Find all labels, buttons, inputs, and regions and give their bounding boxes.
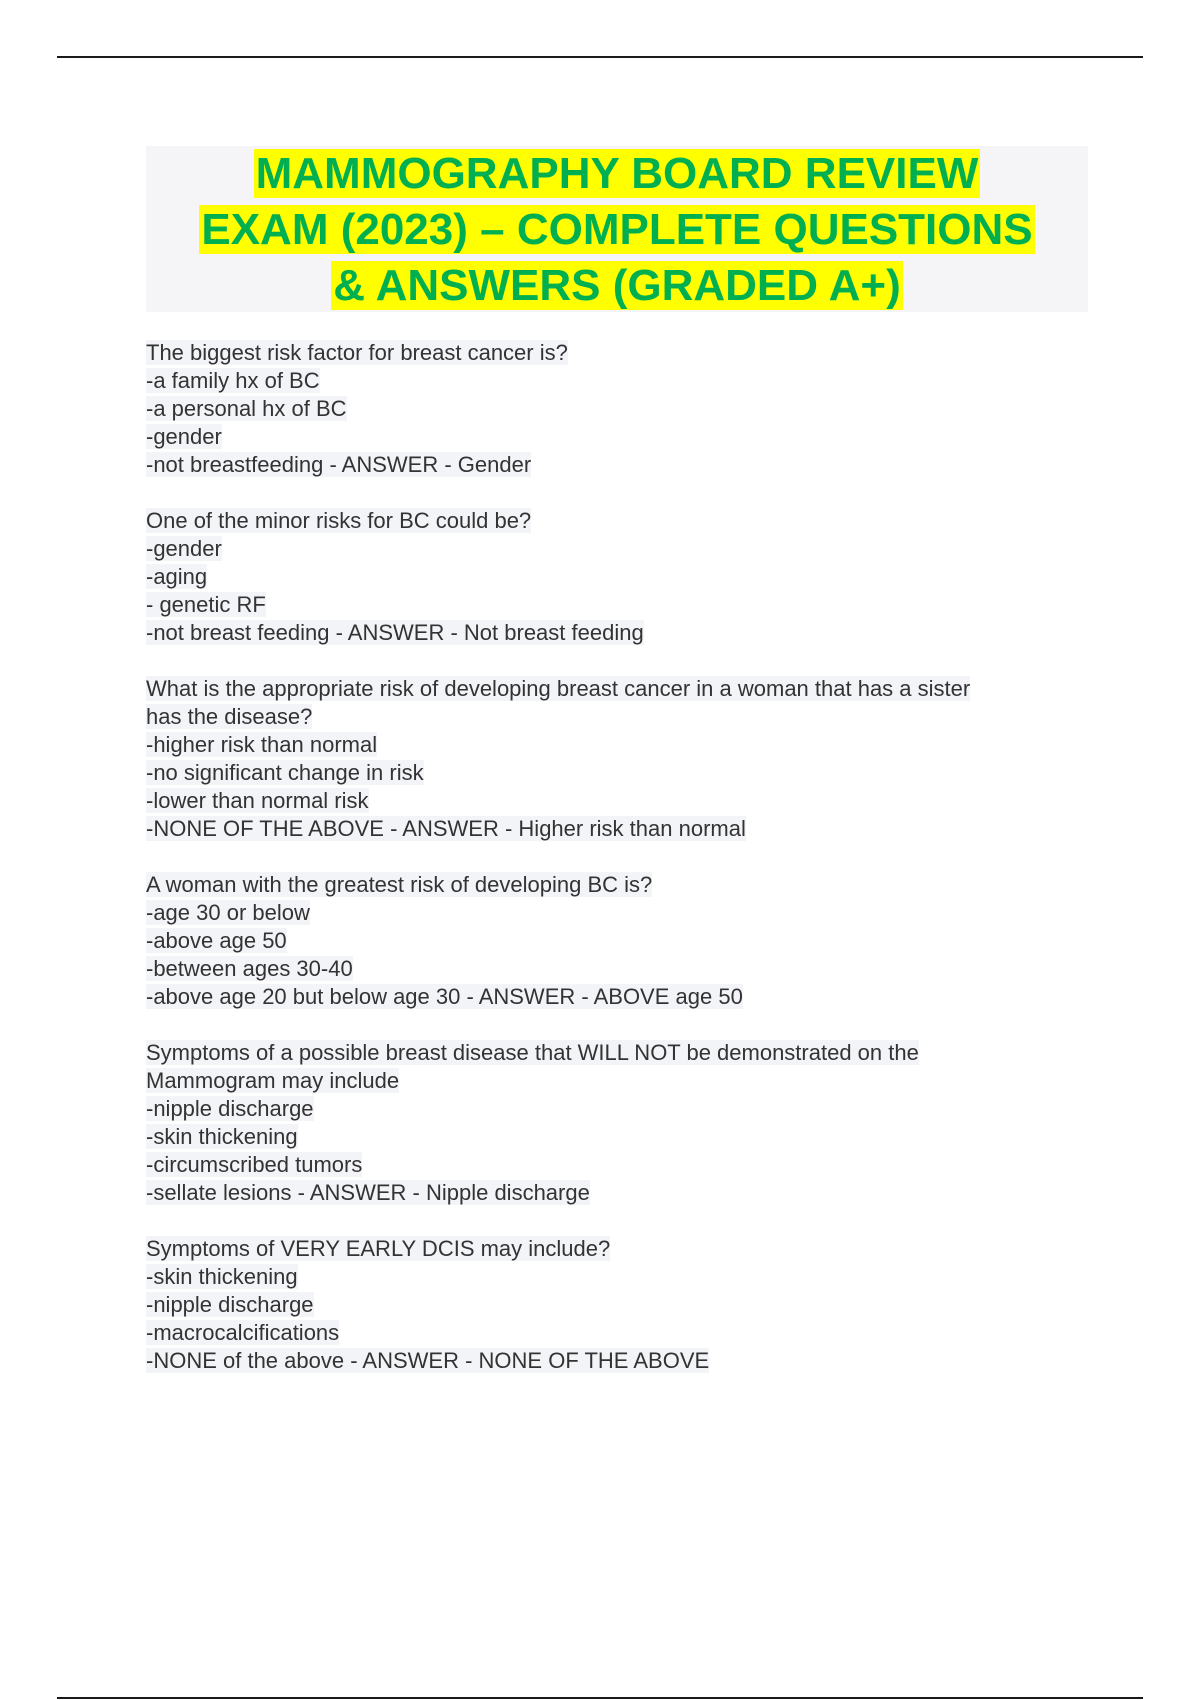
question-text: What is the appropriate risk of developing breast cancer in a woman that has a sister — [146, 676, 971, 701]
answer-option: -higher risk than normal — [146, 732, 378, 757]
answer-option: - genetic RF — [146, 592, 266, 617]
document-title — [146, 146, 1088, 312]
answer-option: -skin thickening — [146, 1124, 298, 1149]
question-block — [146, 339, 1106, 479]
title-line: & ANSWERS (GRADED A+) — [333, 261, 901, 310]
answer-option: -not breast feeding - ANSWER - Not breast feeding — [146, 620, 644, 645]
question-block — [146, 507, 1106, 647]
answer-option: -above age 20 but below age 30 - ANSWER - ABOVE age 50 — [146, 984, 743, 1009]
answer-option: -skin thickening — [146, 1264, 298, 1289]
answer-option: -no significant change in risk — [146, 760, 424, 785]
question-block — [146, 1039, 1106, 1207]
question-block — [146, 675, 1106, 843]
question-text: One of the minor risks for BC could be? — [146, 508, 532, 533]
bottom-rule — [57, 1697, 1143, 1699]
answer-option: -nipple discharge — [146, 1292, 314, 1317]
answer-option: -a personal hx of BC — [146, 396, 347, 421]
answer-option: -sellate lesions - ANSWER - Nipple discharge — [146, 1180, 590, 1205]
answer-option: -gender — [146, 536, 222, 561]
answer-option: -macrocalcifications — [146, 1320, 340, 1345]
answer-option: -nipple discharge — [146, 1096, 314, 1121]
answer-option: -above age 50 — [146, 928, 287, 953]
answer-option: Mammogram may include — [146, 1068, 400, 1093]
top-rule — [57, 56, 1143, 58]
question-text: Symptoms of VERY EARLY DCIS may include? — [146, 1236, 611, 1261]
answer-option: -NONE of the above - ANSWER - NONE OF THE ABOVE — [146, 1348, 710, 1373]
title-line: MAMMOGRAPHY BOARD REVIEW — [255, 149, 979, 198]
answer-option: has the disease? — [146, 704, 313, 729]
question-text: Symptoms of a possible breast disease that WILL NOT be demonstrated on the — [146, 1040, 919, 1065]
answer-option: -not breastfeeding - ANSWER - Gender — [146, 452, 532, 477]
question-list — [146, 339, 1106, 1403]
answer-option: -NONE OF THE ABOVE - ANSWER - Higher risk than normal — [146, 816, 746, 841]
question-block — [146, 1235, 1106, 1375]
title-line: EXAM (2023) – COMPLETE QUESTIONS — [201, 205, 1033, 254]
question-text: A woman with the greatest risk of developing BC is? — [146, 872, 653, 897]
answer-option: -between ages 30-40 — [146, 956, 353, 981]
answer-option: -lower than normal risk — [146, 788, 369, 813]
answer-option: -age 30 or below — [146, 900, 310, 925]
answer-option: -a family hx of BC — [146, 368, 320, 393]
answer-option: -gender — [146, 424, 222, 449]
answer-option: -aging — [146, 564, 208, 589]
question-block — [146, 871, 1106, 1011]
question-text: The biggest risk factor for breast cancer is? — [146, 340, 568, 365]
answer-option: -circumscribed tumors — [146, 1152, 363, 1177]
